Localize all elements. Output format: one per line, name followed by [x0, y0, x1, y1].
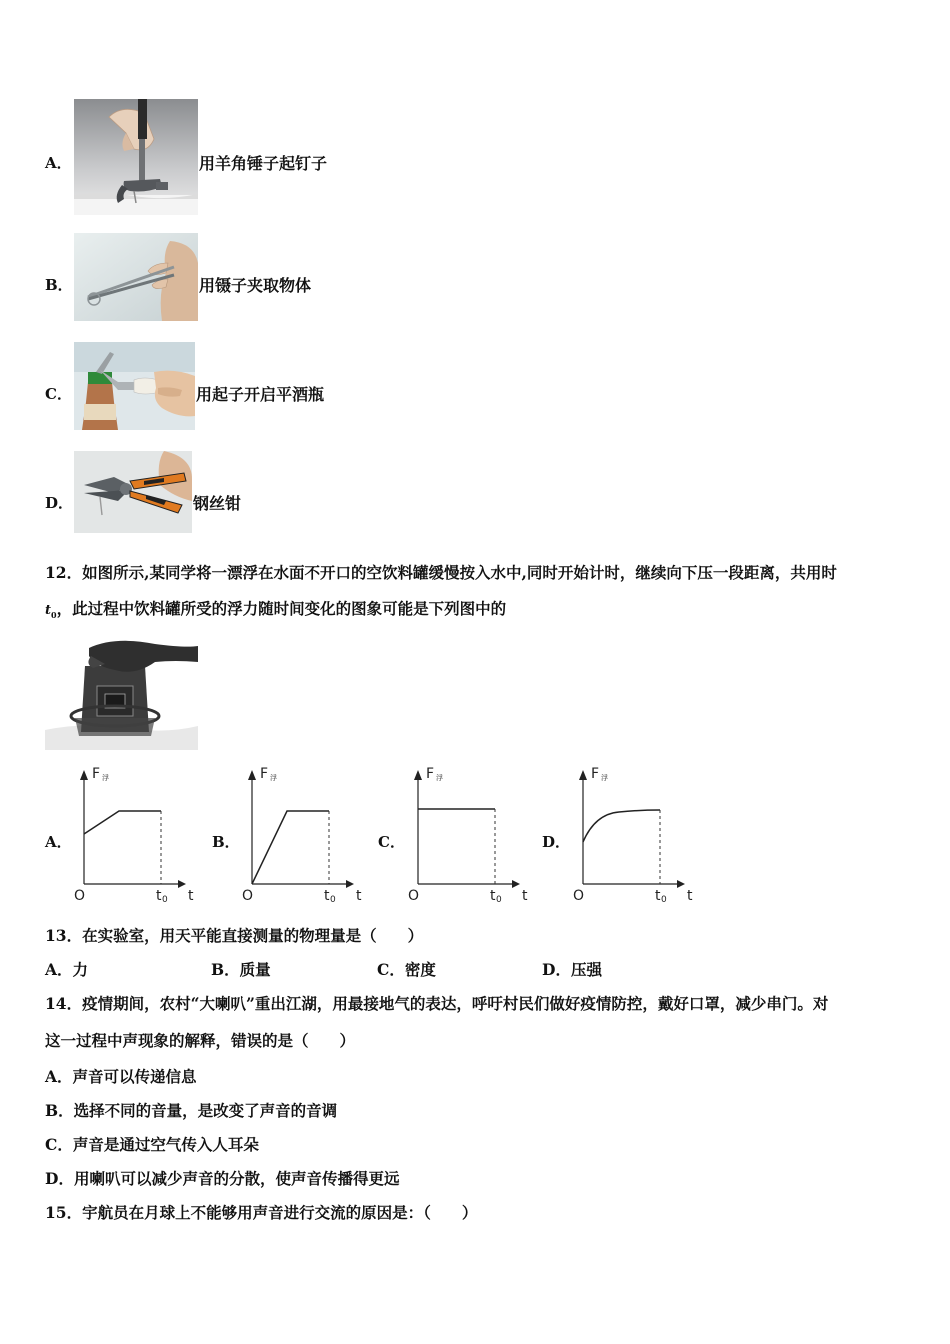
option-text: 钢丝钳: [193, 494, 242, 513]
q13-option-d: [542, 960, 602, 980]
option-letter: A．: [45, 833, 72, 851]
x-axis-label: t: [188, 888, 194, 904]
bottle-opener-photo: [74, 342, 195, 430]
option-letter: C．: [378, 833, 405, 851]
pliers-photo: [74, 451, 192, 533]
option-text: 质量: [239, 960, 271, 979]
question-12-line2-text: ，此过程中饮料罐所受的浮力随时间变化的图象可能是下列图中的: [56, 599, 507, 618]
option-letter: D．: [542, 960, 571, 979]
t0-subscript: 0: [162, 895, 168, 905]
option-letter: C．: [45, 1135, 73, 1154]
option-letter: A．: [45, 154, 72, 172]
origin-label: O: [573, 888, 585, 904]
y-axis-subscript: 浮: [270, 774, 277, 782]
q13-option-a: [45, 960, 88, 980]
q14-option-d: [45, 1169, 399, 1189]
option-letter: B．: [212, 833, 240, 851]
question-14-line2: 这一过程中声现象的解释，错误的是（ ）: [45, 1031, 356, 1050]
option-text: 用羊角锤子起钉子: [199, 154, 328, 173]
origin-label: O: [408, 888, 420, 904]
q14-option-c: [45, 1135, 259, 1155]
t0-label: t: [490, 888, 496, 904]
option-text: 选择不同的音量，是改变了声音的音调: [73, 1101, 338, 1120]
x-axis-label: t: [522, 888, 528, 904]
option-letter: B．: [45, 276, 73, 294]
option-letter: C．: [45, 385, 72, 403]
time-symbol: t: [45, 603, 52, 618]
origin-label: O: [242, 888, 254, 904]
question-14-line1: 14．疫情期间，农村“大喇叭”重出江湖，用最接地气的表达，呼吁村民们做好疫情防控，戴好口罩，减少串门。对: [45, 994, 829, 1013]
curve: [583, 810, 660, 842]
option-text: 用起子开启平酒瓶: [196, 385, 325, 404]
t0-label: t: [655, 888, 661, 904]
option-text: 压强: [570, 960, 602, 979]
option-letter: D．: [45, 1169, 74, 1188]
question-13-stem: 13．在实验室，用天平能直接测量的物理量是（ ）: [45, 926, 424, 945]
curve: [252, 811, 329, 884]
question-12-line1: 12．如图所示,某同学将一漂浮在水面不开口的空饮料罐缓慢按入水中,同时开始计时，继续向下压一段距离，共用时: [45, 563, 837, 582]
q14-option-a: [45, 1067, 197, 1087]
option-text: 力: [72, 960, 89, 979]
option-letter: D．: [45, 494, 74, 512]
option-letter: A．: [45, 1067, 73, 1086]
tweezers-photo: [74, 233, 198, 321]
t0-subscript: 0: [661, 895, 667, 905]
q13-option-c: [377, 960, 436, 980]
option-letter: D．: [542, 833, 571, 851]
option-letter: A．: [45, 960, 73, 979]
y-axis-subscript: 浮: [102, 774, 109, 782]
y-axis-subscript: 浮: [436, 774, 443, 782]
y-axis-label: F: [260, 766, 269, 782]
hammer-photo: [74, 99, 198, 215]
option-text: 用喇叭可以减少声音的分散，使声音传播得更远: [73, 1169, 400, 1188]
y-axis-label: F: [591, 766, 600, 782]
t0-subscript: 0: [496, 895, 502, 905]
option-letter: B．: [45, 1101, 74, 1120]
option-text: 密度: [404, 960, 436, 979]
q13-option-b: [211, 960, 271, 980]
y-axis-label: F: [92, 766, 101, 782]
option-text: 用镊子夹取物体: [199, 276, 312, 295]
q14-option-b: [45, 1101, 337, 1121]
curve: [84, 811, 161, 834]
question-12-line2: [45, 599, 506, 625]
x-axis-label: t: [687, 888, 693, 904]
option-letter: C．: [377, 960, 405, 979]
time-subscript: 0: [51, 610, 57, 621]
t0-label: t: [324, 888, 330, 904]
origin-label: O: [74, 888, 86, 904]
y-axis-label: F: [426, 766, 435, 782]
t0-label: t: [156, 888, 162, 904]
question-15-stem: 15．宇航员在月球上不能够用声音进行交流的原因是：（ ）: [45, 1203, 478, 1222]
option-text: 声音是通过空气传入人耳朵: [72, 1135, 259, 1154]
can-in-water-photo: [45, 636, 198, 750]
y-axis-subscript: 浮: [601, 774, 608, 782]
option-letter: B．: [211, 960, 240, 979]
option-text: 声音可以传递信息: [72, 1067, 197, 1086]
x-axis-label: t: [356, 888, 362, 904]
t0-subscript: 0: [330, 895, 336, 905]
